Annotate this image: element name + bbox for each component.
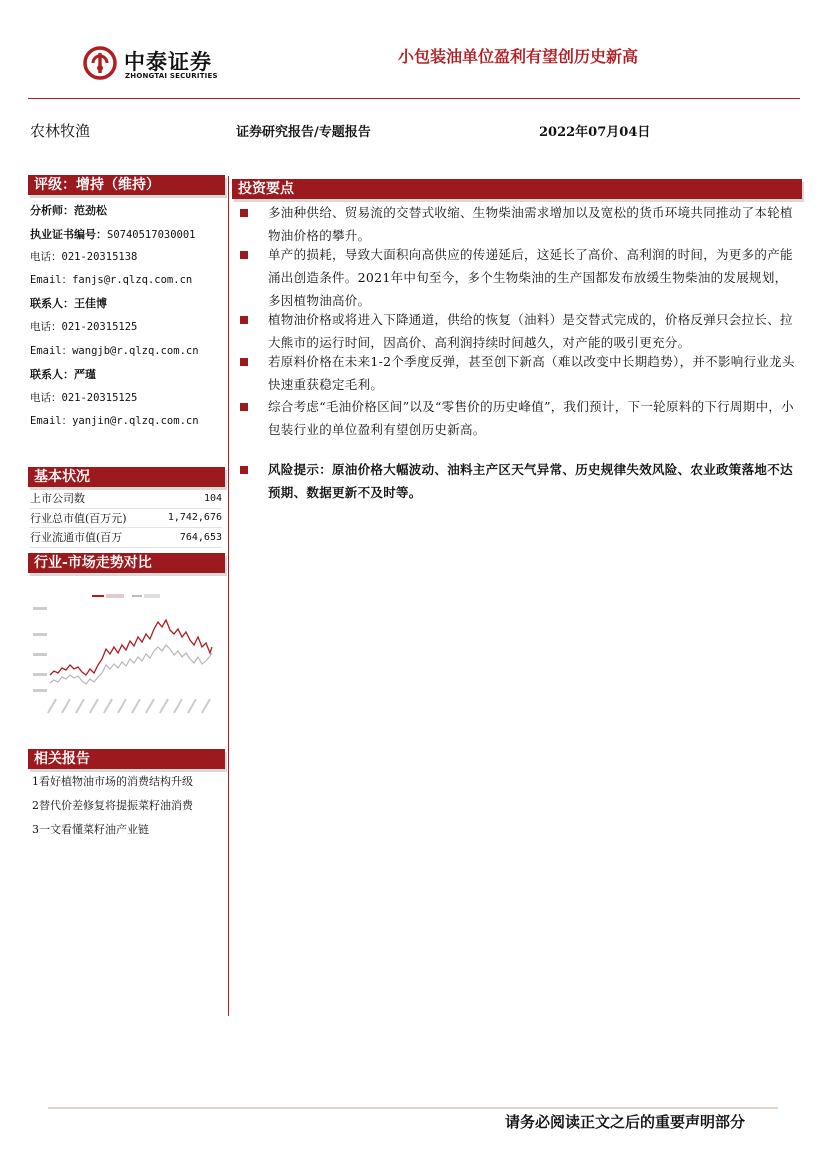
investment-points-bar: 投资要点: [232, 179, 802, 199]
table-cell-value: 764,653: [153, 528, 222, 548]
related-report-link[interactable]: 1看好植物油市场的消费结构升级: [32, 775, 193, 788]
analyst-label: 分析师：: [30, 204, 74, 217]
investment-point: 多油种供给、贸易流的交替式收缩、生物柴油需求增加以及宽松的货币环境共同推动了本轮植物油价格的攀升。: [268, 205, 793, 243]
table-cell-label: 行业流通市值(百万: [30, 528, 153, 548]
footer-divider: [48, 1107, 778, 1109]
bullet-square-icon: [240, 466, 248, 474]
contact1-row: [30, 295, 107, 311]
contact2-phone: 电话：021-20315125: [30, 392, 138, 404]
bullet-square-icon: [240, 358, 248, 366]
basic-status-table: [30, 489, 222, 548]
analyst-row: [30, 202, 107, 218]
report-date: 2022年07月04日: [539, 125, 651, 140]
contact2-label: 联系人：: [30, 368, 74, 381]
sector-label: 农林牧渔: [30, 122, 91, 140]
table-row: [30, 508, 222, 528]
investment-point: 单产的损耗，导致大面积向高供应的传递延后，这延长了高价、高利润的时间，为更多的产能涌出创造条件。2021年中旬至今，多个生物柴油的生产国都发布放缓生物柴油的发展规划，多因植物油高价。: [268, 247, 793, 308]
analyst-email[interactable]: Email：fanjs@r.qlzq.com.cn: [30, 274, 193, 286]
license-label: 执业证书编号：: [30, 228, 107, 241]
bullet-square-icon: [240, 403, 248, 411]
analyst-name: 范劲松: [74, 204, 107, 217]
chart-legend: [92, 594, 160, 598]
table-cell-value: 1,742,676: [153, 508, 222, 528]
risk-warning: 风险提示：原油价格大幅波动、油料主产区天气异常、历史规律失效风险、农业政策落地不达预期、数据更新不及时等。: [268, 462, 793, 500]
investment-point: 植物油价格或将进入下降通道，供给的恢复（油料）是交替式完成的，价格反弹只会拉长、拉大熊市的运行时间，因高价、高利润持续时间越久，对产能的吸引更充分。: [268, 312, 793, 350]
chart-y-axis: [33, 607, 47, 692]
company-logo-english: ZHONGTAI SECURITIES: [125, 72, 218, 80]
contact2-name: 严瑾: [74, 368, 96, 381]
contact2-email[interactable]: Email：yanjin@r.qlzq.com.cn: [30, 415, 199, 427]
bullet-square-icon: [240, 251, 248, 259]
table-cell-label: 上市公司数: [30, 489, 153, 508]
trend-comparison-bar: 行业-市场走势对比: [28, 553, 225, 573]
report-title: 小包装油单位盈利有望创历史新高: [398, 47, 639, 66]
basic-status-bar: 基本状况: [28, 467, 225, 487]
contact1-phone: 电话：021-20315125: [30, 321, 138, 333]
contact2-row: [30, 366, 96, 382]
related-reports-bar: 相关报告: [28, 749, 225, 769]
footer-notice: 请务必阅读正文之后的重要声明部分: [505, 1113, 746, 1131]
analyst-phone: 电话：021-20315138: [30, 251, 138, 263]
table-cell-value: 104: [153, 489, 222, 508]
header-divider: [28, 98, 800, 99]
bullet-square-icon: [240, 316, 248, 324]
contact1-label: 联系人：: [30, 297, 74, 310]
bullet-square-icon: [240, 209, 248, 217]
contact1-name: 王佳博: [74, 297, 107, 310]
table-row: [30, 489, 222, 508]
report-type: 证券研究报告/专题报告: [236, 125, 371, 140]
market-index-line: [50, 645, 212, 684]
investment-point: 若原料价格在未来1-2个季度反弹，甚至创下新高（难以改变中长期趋势），并不影响行业龙头快速重获稳定毛利。: [268, 354, 795, 392]
license-row: [30, 226, 196, 242]
related-report-link[interactable]: 3一文看懂菜籽油产业链: [32, 823, 149, 836]
investment-point: 综合考虑“毛油价格区间”以及“零售价的历史峰值”，我们预计，下一轮原料的下行周期中，小包装行业的单位盈利有望创历史新高。: [268, 399, 794, 437]
industry-index-line: [50, 620, 212, 675]
column-divider: [228, 176, 229, 1016]
company-logo-text: 中泰证券: [124, 50, 212, 74]
rating-bar: 评级：增持（维持）: [28, 175, 225, 195]
related-report-link[interactable]: 2替代价差修复将提振菜籽油消费: [32, 799, 193, 812]
table-cell-label: 行业总市值(百万元): [30, 508, 153, 528]
company-logo-icon: [83, 46, 117, 80]
trend-chart-thumbnail: [30, 585, 222, 720]
table-row: [30, 528, 222, 548]
license-number: S0740517030001: [107, 229, 196, 241]
contact1-email[interactable]: Email：wangjb@r.qlzq.com.cn: [30, 345, 199, 357]
chart-x-axis: [48, 699, 210, 713]
